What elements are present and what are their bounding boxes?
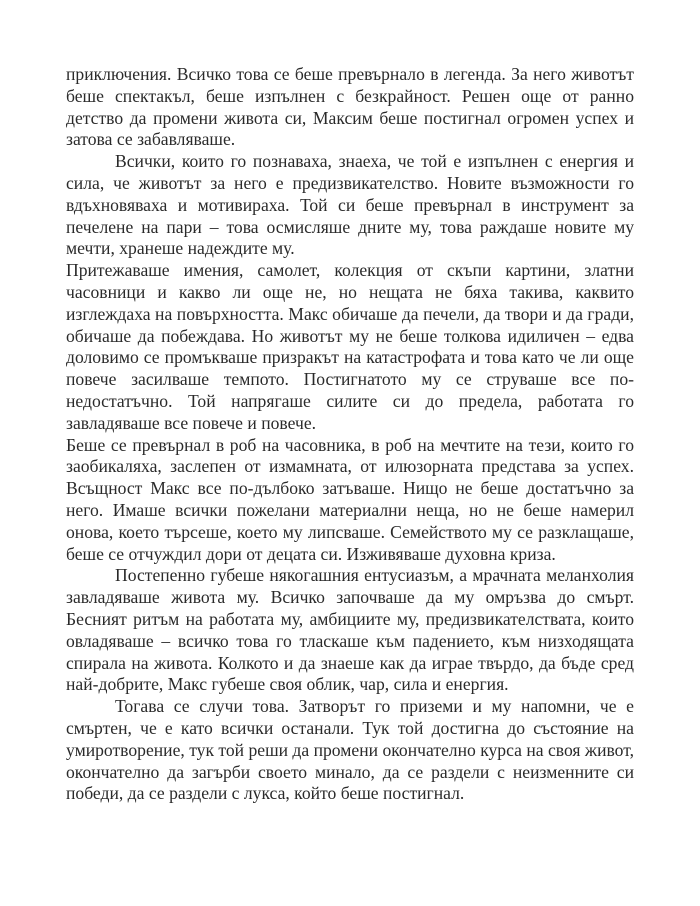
paragraph: Постепенно губеше някогашния ентусиазъм, а мрачната меланхолия завладяваше живота му. Всичко започваше да му омръзва до смърт. Бесният ритъм на работата му, амбициите му, предизвикателствата, които овладяваше – всичко това го тласкаше към падението, към низходящата спирала на живота. Колкото и да знаеше как да играе твърдо, да бъде сред най-добрите, Макс губеше своя облик, чар, сила и енергия. [66,565,634,695]
paragraph: Всички, които го познаваха, знаеха, че той е изпълнен с енергия и сила, че животът за него е предизвикателство. Новите възможности го вдъхновяваха и мотивираха. Той си беше превърнал в инструмент за печелене на пари – това осмисляше дните му, това раждаше новите му мечти, хранеше надеждите му. [66,151,634,259]
paragraph: Беше се превърнал в роб на часовника, в роб на мечтите на тези, които го заобикаляха, заслепен от измамната, от илюзорната представа за успех. Всъщност Макс все по-дълбоко затъваше. Нищо не беше достатъчно за него. Имаше всички пожелани материални неща, но не беше намерил онова, което търсеше, което му липсваше. Семейството му се разклащаше, беше се отчуждил дори от децата си. Изживяваше духовна криза. [66,434,634,564]
paragraph: Тогава се случи това. Затворът го приземи и му напомни, че е смъртен, че е като всички останали. Тук той достигна до състояние на умиротворение, тук той реши да промени окончателно курса на своя живот, окончателно да загърби своето минало, да се раздели с неизменните си победи, да се раздели с лукса, който беше постигнал. [66,696,634,804]
paragraph: Притежаваше имения, самолет, колекция от скъпи картини, златни часовници и какво ли още не, но нещата не бяха такива, каквито изглеждаха на повърхността. Макс обичаше да печели, да твори и да гради, обичаше да побеждава. Но животът му не беше толкова идиличен – едва доловимо се промъкваше призракът на катастрофата и това като че ли още повече засилваше темпото. Постигнатото му се струваше все по-недостатъчно. Той напрягаше силите си до предела, работата го завладяваше все повече и повече. [66,260,634,433]
paragraph: приключения. Всичко това се беше превърнало в легенда. За него животът беше спектакъл, беше изпълнен с безкрайност. Решен още от ранно детство да промени живота си, Максим беше постигнал огромен успех и затова се забавляваше. [66,64,634,150]
body-text [66,64,634,805]
